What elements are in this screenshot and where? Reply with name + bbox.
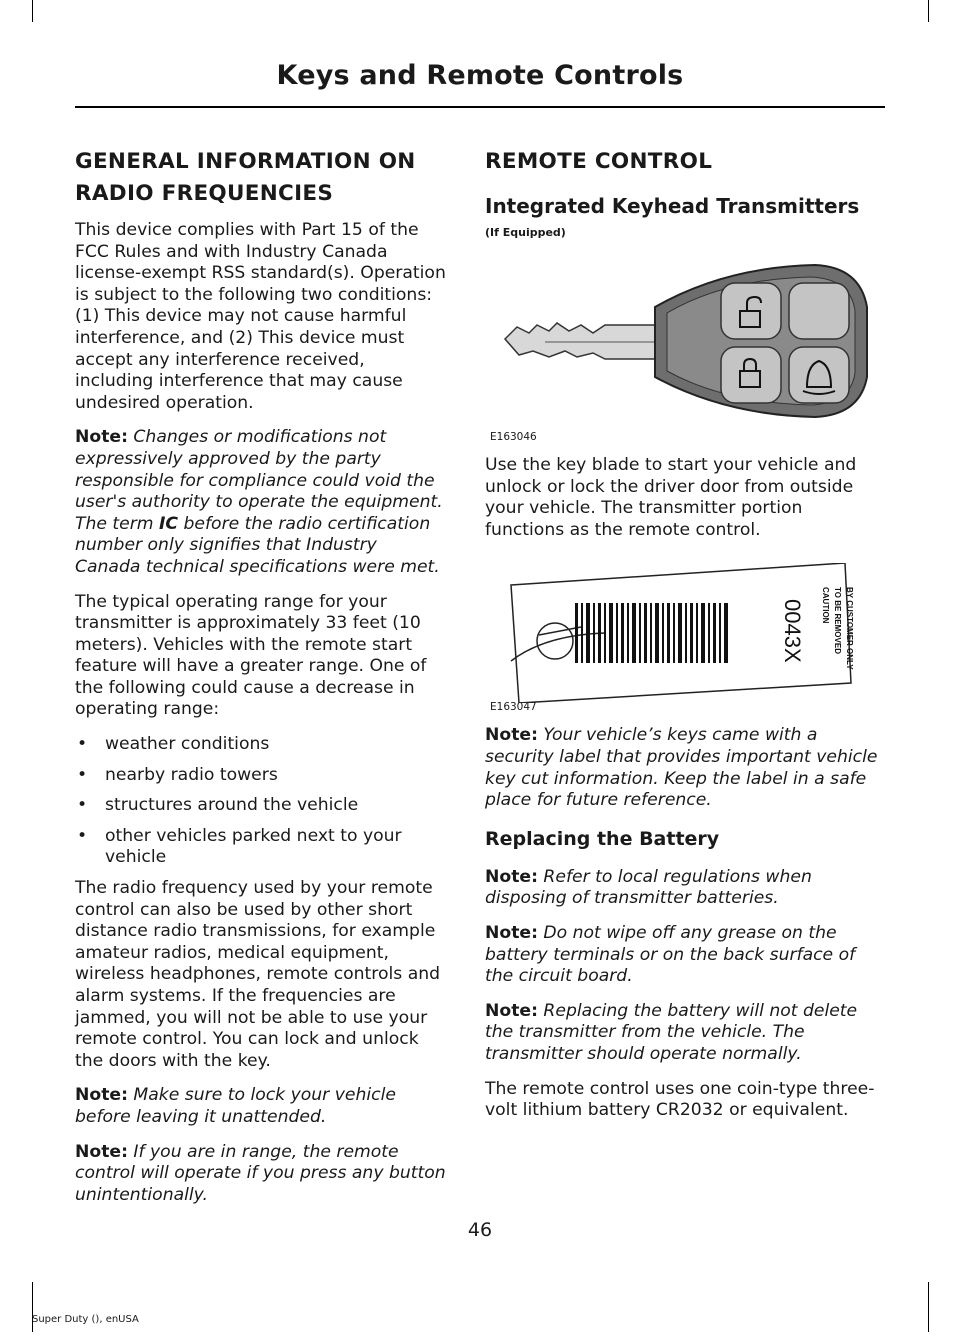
compliance-paragraph: This device complies with Part 15 of the FCC Rules and with Industry Canada license-exempt RSS standard(s). Operation is subject to the following two conditions: (1) This device may not cause harmful interference, and (2) This device must accept any interference received, including interference that may cause undesired operation. — [75, 220, 446, 413]
range-paragraph: The typical operating range for your transmitter is approximately 33 feet (10 meters). Vehicles with the remote start feature will have a greater range. One of the following could cause a decrease in operating range: — [75, 591, 427, 720]
note-security-label: Note: Your vehicle’s keys came with a security label that provides important vehicle key cut information. Keep the label in a safe place for future reference. — [485, 725, 878, 811]
note-grease: Note: Do not wipe off any grease on the battery terminals or on the back surface of the circuit board. — [485, 922, 856, 987]
battery-type-paragraph: The remote control uses one coin-type three-volt lithium battery CR2032 or equivalent. — [485, 1078, 875, 1121]
note-range: Note: If you are in range, the remote control will operate if you press any button unintentionally. — [75, 1141, 446, 1205]
section-heading: REMOTE CONTROL — [485, 149, 713, 174]
header-divider — [75, 106, 885, 108]
list-item: • structures around the vehicle — [77, 795, 359, 816]
label-caution: CAUTION — [821, 587, 830, 624]
subsection-heading: Integrated Keyhead Transmitters — [485, 194, 860, 218]
list-item: • nearby radio towers — [77, 764, 278, 785]
note-disposal: Note: Refer to local regulations when disposing of transmitter batteries. — [485, 866, 812, 909]
left-column — [75, 146, 447, 1219]
battery-heading: Replacing the Battery — [485, 827, 720, 850]
security-label-illustration — [485, 563, 885, 703]
footer-doc-info: Super Duty (), enUSA — [32, 1314, 139, 1325]
label-code: 0043X — [780, 599, 805, 663]
security-label-figure — [485, 563, 885, 713]
note-lock: Note: Make sure to lock your vehicle before leaving it unattended. — [75, 1085, 396, 1127]
figure-code: E163047 — [490, 701, 537, 714]
page-header-title: Keys and Remote Controls — [276, 60, 684, 91]
range-factors-list — [75, 734, 447, 869]
frequency-paragraph: The radio frequency used by your remote control can also be used by other short distance radio transmissions, for example amateur radios, medical equipment, wireless headphones, remote controls and alarm systems. If the frequencies are jammed, you will not be able to use your remote control. You can lock and unlock the doors with the key. — [75, 878, 441, 1071]
list-item: • other vehicles parked next to your vehicle — [77, 825, 402, 868]
section-heading: GENERAL INFORMATION ON RADIO FREQUENCIES — [75, 149, 416, 206]
key-transmitter-illustration — [485, 247, 885, 427]
label-line2: TO BE REMOVED — [833, 587, 842, 655]
page-number: 46 — [467, 1219, 493, 1241]
if-equipped-label: (If Equipped) — [485, 226, 566, 239]
crop-mark — [32, 0, 33, 22]
note-modifications: Note: Changes or modifications not expressively approved by the party responsible for compliance could void the user's authority to operate the equipment. The term IC before the radio certification number only signifies that Industry Canada technical specifications were met. — [75, 427, 443, 577]
figure-code: E163046 — [490, 431, 537, 443]
key-transmitter-figure — [485, 247, 885, 443]
label-line3: BY CUSTOMER ONLY — [845, 587, 854, 670]
crop-mark — [928, 0, 929, 22]
crop-mark — [928, 1282, 929, 1332]
note-delete: Note: Replacing the battery will not delete the transmitter from the vehicle. The transmitter should operate normally. — [485, 1000, 858, 1064]
list-item: • weather conditions — [77, 734, 270, 755]
right-column — [485, 146, 885, 1135]
key-blade-paragraph: Use the key blade to start your vehicle and unlock or lock the driver door from outside your vehicle. The transmitter portion functions as the remote control. — [485, 455, 857, 540]
